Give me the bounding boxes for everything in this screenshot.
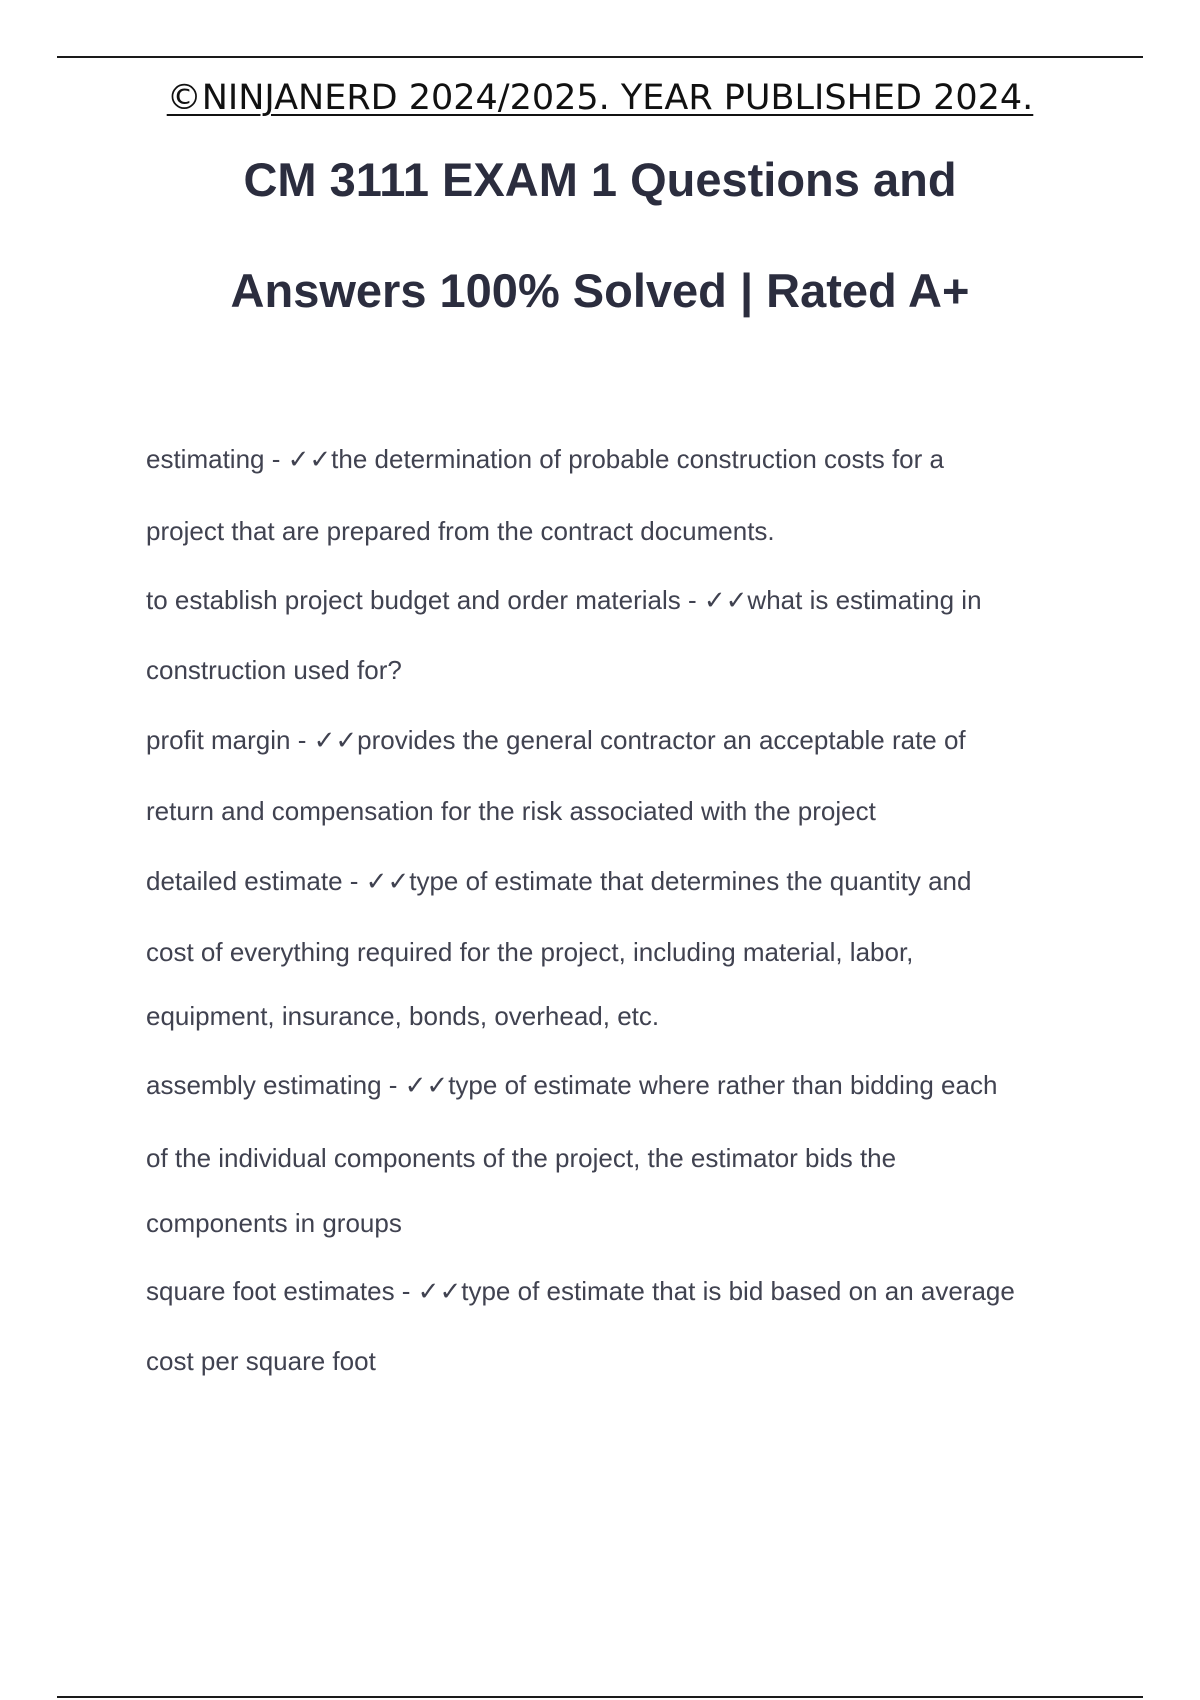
qa-line: of the individual components of the project, the estimator bids the <box>146 1143 897 1173</box>
qa-line: cost of everything required for the project, including material, labor, <box>146 937 914 967</box>
qa-line: cost per square foot <box>146 1346 376 1376</box>
watermark-text: ©NINJANERD 2024/2025. YEAR PUBLISHED 2024. <box>166 78 1034 118</box>
qa-line: detailed estimate - ✓✓type of estimate that determines the quantity and <box>146 866 972 896</box>
qa-line: equipment, insurance, bonds, overhead, etc. <box>146 1001 660 1031</box>
copyright-watermark <box>0 78 1200 118</box>
qa-line: estimating - ✓✓the determination of probable construction costs for a <box>146 444 944 474</box>
qa-line: construction used for? <box>146 655 402 685</box>
qa-line: return and compensation for the risk associated with the project <box>146 796 876 826</box>
document-title-line-1: CM 3111 EXAM 1 Questions and <box>243 153 957 206</box>
qa-line: assembly estimating - ✓✓type of estimate where rather than bidding each <box>146 1070 998 1100</box>
qa-line: square foot estimates - ✓✓type of estimate that is bid based on an average <box>146 1276 1015 1306</box>
top-rule <box>57 56 1143 58</box>
qa-line: to establish project budget and order materials - ✓✓what is estimating in <box>146 585 982 615</box>
qa-line: project that are prepared from the contract documents. <box>146 516 775 546</box>
bottom-rule <box>57 1696 1143 1698</box>
document-title-line-2: Answers 100% Solved | Rated A+ <box>230 264 970 317</box>
qa-line: components in groups <box>146 1208 402 1238</box>
qa-line: profit margin - ✓✓provides the general contractor an acceptable rate of <box>146 725 966 755</box>
